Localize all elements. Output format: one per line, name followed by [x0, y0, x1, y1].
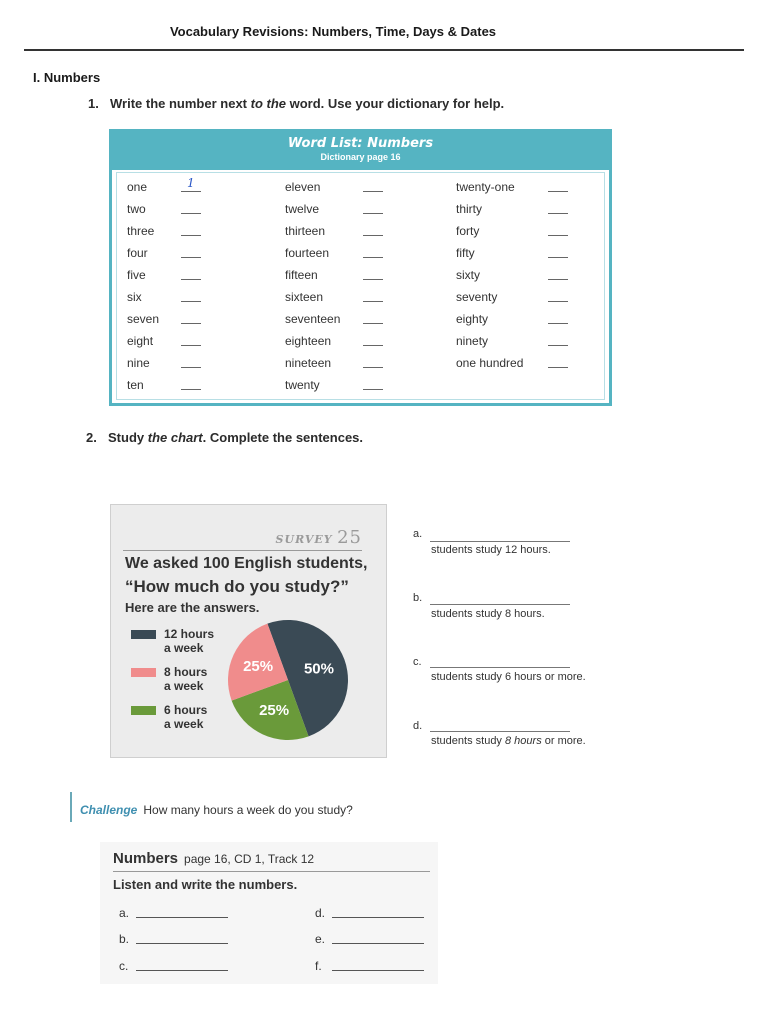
number-word: five: [127, 268, 146, 282]
answer-blank[interactable]: [181, 301, 201, 302]
listen-title-text: Numbers: [113, 850, 179, 867]
listen-blank-d[interactable]: [332, 917, 424, 918]
legend-label: 8 hours: [164, 665, 208, 679]
answer-blank[interactable]: [548, 213, 568, 214]
listen-divider: [113, 871, 430, 872]
exercise-2-text-a: Study: [108, 430, 148, 445]
word-list-body: [116, 172, 605, 400]
listen-title: [113, 850, 314, 867]
answer-blank[interactable]: [181, 345, 201, 346]
legend-sublabel: a week: [164, 641, 204, 655]
answer-a-letter: a.: [413, 528, 423, 540]
pie-label: 25%: [259, 701, 290, 719]
pie-label: 50%: [303, 660, 335, 678]
listen-blank-b[interactable]: [136, 943, 228, 944]
answer-blank[interactable]: [363, 323, 383, 324]
listen-letter-e: e.: [315, 932, 326, 946]
survey-card: [110, 504, 387, 758]
listen-blank-f[interactable]: [332, 970, 424, 971]
exercise-2-instruction: [86, 430, 363, 445]
number-word: four: [127, 246, 148, 260]
header-rule: [24, 49, 744, 51]
listen-blank-c[interactable]: [136, 970, 228, 971]
number-word: seven: [127, 312, 160, 326]
answer-blank[interactable]: [363, 301, 383, 302]
number-word: one hundred: [456, 356, 524, 370]
exercise-2-number: 2.: [86, 430, 97, 445]
listen-letter-a: a.: [119, 906, 130, 920]
number-word: eleven: [285, 180, 321, 194]
legend-swatch: [131, 706, 156, 715]
number-word: fourteen: [285, 246, 330, 260]
survey-pie-chart: [220, 617, 356, 743]
number-word: twenty-one: [456, 180, 515, 194]
answer-blank[interactable]: [181, 191, 201, 192]
answer-blank[interactable]: [363, 257, 383, 258]
listen-instruction: Listen and write the numbers.: [113, 877, 298, 892]
answer-blank[interactable]: [548, 301, 568, 302]
number-word: twenty: [285, 378, 320, 392]
number-word: seventy: [456, 290, 498, 304]
word-list-subtitle: Dictionary page 16: [320, 152, 401, 162]
answer-b-sentence: students study 8 hours.: [431, 608, 545, 620]
number-word: ten: [127, 378, 144, 392]
answer-blank[interactable]: [548, 279, 568, 280]
answer-b-letter: b.: [413, 592, 423, 604]
exercise-1-instruction: [88, 96, 504, 111]
number-word: three: [127, 224, 155, 238]
answer-blank[interactable]: [181, 323, 201, 324]
section-title: I. Numbers: [33, 70, 101, 85]
survey-label-number: 25: [337, 527, 362, 548]
pie-label: 25%: [243, 658, 274, 676]
challenge-question: How many hours a week do you study?: [143, 803, 353, 817]
survey-question-line-1: We asked 100 English students,: [125, 555, 368, 572]
number-word: eighteen: [285, 334, 332, 348]
number-word: forty: [456, 224, 480, 238]
answer-blank[interactable]: [548, 345, 568, 346]
answer-b-blank[interactable]: [430, 603, 570, 605]
word-list-title: Word List: Numbers: [287, 136, 434, 151]
answer-blank[interactable]: [181, 213, 201, 214]
answer-blank[interactable]: [363, 279, 383, 280]
answer-blank[interactable]: [181, 367, 201, 368]
answer-blank[interactable]: [363, 213, 383, 214]
listen-letter-b: b.: [119, 932, 130, 946]
answer-d-text-a: students study: [431, 735, 505, 747]
number-word: sixty: [456, 268, 480, 282]
sample-answer: 1: [187, 176, 195, 190]
number-word: thirteen: [285, 224, 326, 238]
survey-divider: [123, 550, 362, 551]
answer-blank[interactable]: [548, 323, 568, 324]
challenge-marker: [70, 792, 72, 822]
legend-swatch: [131, 668, 156, 677]
survey-question-line-3: Here are the answers.: [125, 600, 260, 615]
number-word: twelve: [285, 202, 320, 216]
answer-blank[interactable]: [363, 235, 383, 236]
word-list-header: [112, 132, 609, 170]
word-list-table: [109, 129, 612, 406]
listen-letter-c: c.: [119, 959, 129, 973]
number-word: seventeen: [285, 312, 341, 326]
number-word: sixteen: [285, 290, 324, 304]
answer-blank[interactable]: [181, 257, 201, 258]
listen-letter-f: f.: [315, 959, 322, 973]
answer-blank[interactable]: [181, 279, 201, 280]
survey-label: [276, 527, 362, 548]
legend-label: 12 hours: [164, 627, 215, 641]
challenge-keyword: Challenge: [80, 803, 138, 817]
number-word: two: [127, 202, 146, 216]
answer-blank[interactable]: [363, 389, 383, 390]
answer-a-blank[interactable]: [430, 540, 570, 542]
legend-sublabel: a week: [164, 717, 204, 731]
challenge-prompt: [80, 803, 353, 817]
listen-reference: page 16, CD 1, Track 12: [184, 852, 315, 866]
exercise-2-text-b: . Complete the sentences.: [202, 430, 364, 445]
number-word: six: [127, 290, 142, 304]
legend-swatch: [131, 630, 156, 639]
answer-blank[interactable]: [548, 257, 568, 258]
answer-d-letter: d.: [413, 720, 423, 732]
listen-blank-a[interactable]: [136, 917, 228, 918]
number-word: fifty: [456, 246, 475, 260]
exercise-2-text-italic: the chart: [147, 430, 203, 445]
number-word: eighty: [456, 312, 489, 326]
document-title: Vocabulary Revisions: Numbers, Time, Days & Dates: [169, 24, 497, 39]
answer-c-sentence: students study 6 hours or more.: [431, 671, 586, 683]
answer-d-text-italic: 8 hours: [505, 735, 542, 747]
answer-blank[interactable]: [181, 235, 201, 236]
number-word: nine: [127, 356, 150, 370]
legend-sublabel: a week: [164, 679, 204, 693]
listen-blank-e[interactable]: [332, 943, 424, 944]
answer-c-blank[interactable]: [430, 666, 570, 668]
answer-blank[interactable]: [548, 235, 568, 236]
number-word: one: [127, 180, 148, 194]
number-word: ninety: [456, 334, 489, 348]
legend-label: 6 hours: [164, 703, 208, 717]
answer-blank[interactable]: [363, 345, 383, 346]
exercise-1-text-b: word. Use your dictionary for help.: [286, 96, 505, 111]
survey-question-line-2: “How much do you study?”: [125, 577, 349, 596]
answer-a-sentence: students study 12 hours.: [431, 544, 551, 556]
survey-label-text: SURVEY: [275, 533, 333, 546]
number-word: nineteen: [285, 356, 332, 370]
answer-blank[interactable]: [548, 191, 568, 192]
number-word: fifteen: [285, 268, 318, 282]
answer-d-text-b: or more.: [541, 735, 586, 747]
exercise-1-number: 1.: [88, 96, 99, 111]
answer-blank[interactable]: [363, 367, 383, 368]
answer-blank[interactable]: [181, 389, 201, 390]
answer-blank[interactable]: [363, 191, 383, 192]
number-word: thirty: [456, 202, 483, 216]
listen-letter-d: d.: [315, 906, 326, 920]
number-word: eight: [127, 334, 154, 348]
exercise-1-text-italic: to the: [250, 96, 287, 111]
answer-d-sentence: [431, 735, 586, 747]
answer-d-blank[interactable]: [430, 730, 570, 732]
answer-c-letter: c.: [413, 656, 422, 668]
exercise-1-text-a: Write the number next: [110, 96, 251, 111]
answer-blank[interactable]: [548, 367, 568, 368]
